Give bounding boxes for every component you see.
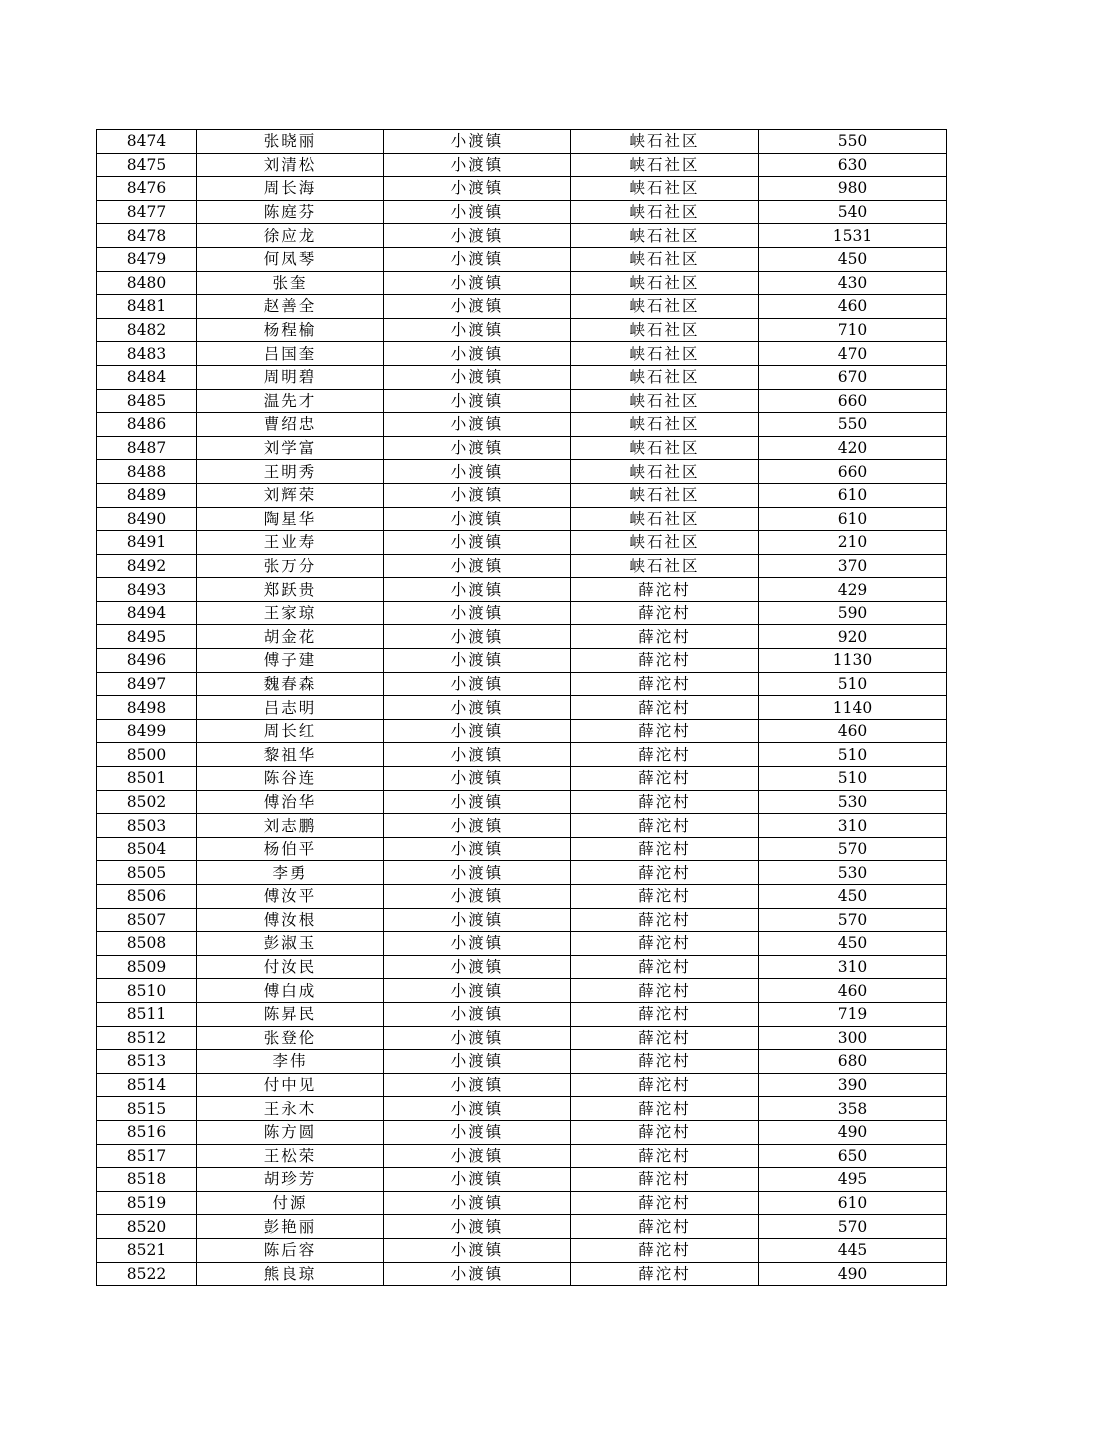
table-row [97,743,947,767]
village-cell: 薛沱村 [571,814,759,838]
village-cell: 峡石社区 [571,130,759,154]
name-cell: 陈后容 [197,1238,384,1262]
amount-cell: 1130 [759,649,947,673]
name-cell: 王松荣 [197,1144,384,1168]
table-row [97,908,947,932]
town-cell: 小渡镇 [384,1073,571,1097]
name-cell: 陶星华 [197,507,384,531]
town-cell: 小渡镇 [384,767,571,791]
amount-cell: 429 [759,578,947,602]
row-number-cell: 8499 [97,719,197,743]
village-cell: 薛沱村 [571,1262,759,1286]
table-row [97,578,947,602]
table-row [97,389,947,413]
table-row [97,271,947,295]
village-cell: 薛沱村 [571,979,759,1003]
town-cell: 小渡镇 [384,365,571,389]
row-number-cell: 8511 [97,1002,197,1026]
name-cell: 刘辉荣 [197,483,384,507]
name-cell: 李勇 [197,861,384,885]
row-number-cell: 8500 [97,743,197,767]
name-cell: 何凤琴 [197,247,384,271]
village-cell: 薛沱村 [571,719,759,743]
table-row [97,955,947,979]
row-number-cell: 8513 [97,1050,197,1074]
amount-cell: 490 [759,1262,947,1286]
amount-cell: 490 [759,1120,947,1144]
village-cell: 薛沱村 [571,767,759,791]
row-number-cell: 8498 [97,696,197,720]
row-number-cell: 8474 [97,130,197,154]
table-row [97,649,947,673]
amount-cell: 210 [759,531,947,555]
town-cell: 小渡镇 [384,719,571,743]
amount-cell: 310 [759,955,947,979]
village-cell: 峡石社区 [571,177,759,201]
village-cell: 峡石社区 [571,507,759,531]
village-cell: 峡石社区 [571,413,759,437]
row-number-cell: 8502 [97,790,197,814]
row-number-cell: 8520 [97,1215,197,1239]
amount-cell: 980 [759,177,947,201]
table-row [97,1215,947,1239]
row-number-cell: 8516 [97,1120,197,1144]
amount-cell: 570 [759,837,947,861]
row-number-cell: 8510 [97,979,197,1003]
table-row [97,837,947,861]
table-row [97,1191,947,1215]
name-cell: 陈方圆 [197,1120,384,1144]
amount-cell: 510 [759,767,947,791]
table-row [97,483,947,507]
row-number-cell: 8494 [97,601,197,625]
amount-cell: 590 [759,601,947,625]
village-cell: 薛沱村 [571,601,759,625]
row-number-cell: 8487 [97,436,197,460]
amount-cell: 530 [759,861,947,885]
table-row [97,1144,947,1168]
village-cell: 薛沱村 [571,672,759,696]
name-cell: 曹绍忠 [197,413,384,437]
amount-cell: 550 [759,130,947,154]
village-cell: 薛沱村 [571,955,759,979]
amount-cell: 1531 [759,224,947,248]
row-number-cell: 8491 [97,531,197,555]
name-cell: 刘清松 [197,153,384,177]
amount-cell: 460 [759,719,947,743]
village-cell: 薛沱村 [571,1168,759,1192]
name-cell: 陈谷连 [197,767,384,791]
village-cell: 薛沱村 [571,861,759,885]
row-number-cell: 8509 [97,955,197,979]
amount-cell: 650 [759,1144,947,1168]
town-cell: 小渡镇 [384,1002,571,1026]
village-cell: 薛沱村 [571,1026,759,1050]
amount-cell: 445 [759,1238,947,1262]
town-cell: 小渡镇 [384,814,571,838]
name-cell: 傅子建 [197,649,384,673]
amount-cell: 390 [759,1073,947,1097]
name-cell: 温先才 [197,389,384,413]
amount-cell: 660 [759,460,947,484]
amount-cell: 420 [759,436,947,460]
table-row [97,247,947,271]
town-cell: 小渡镇 [384,318,571,342]
village-cell: 峡石社区 [571,200,759,224]
table-row [97,1026,947,1050]
village-cell: 薛沱村 [571,1097,759,1121]
row-number-cell: 8479 [97,247,197,271]
town-cell: 小渡镇 [384,1262,571,1286]
village-cell: 峡石社区 [571,365,759,389]
village-cell: 峡石社区 [571,318,759,342]
town-cell: 小渡镇 [384,908,571,932]
name-cell: 付汝民 [197,955,384,979]
amount-cell: 530 [759,790,947,814]
name-cell: 傅汝根 [197,908,384,932]
table-row [97,554,947,578]
town-cell: 小渡镇 [384,271,571,295]
town-cell: 小渡镇 [384,153,571,177]
town-cell: 小渡镇 [384,413,571,437]
table-row [97,1168,947,1192]
name-cell: 张登伦 [197,1026,384,1050]
town-cell: 小渡镇 [384,672,571,696]
amount-cell: 610 [759,507,947,531]
amount-cell: 710 [759,318,947,342]
village-cell: 峡石社区 [571,247,759,271]
village-cell: 峡石社区 [571,342,759,366]
amount-cell: 358 [759,1097,947,1121]
amount-cell: 630 [759,153,947,177]
village-cell: 薛沱村 [571,649,759,673]
table-row [97,696,947,720]
name-cell: 胡金花 [197,625,384,649]
village-cell: 薛沱村 [571,1002,759,1026]
amount-cell: 310 [759,814,947,838]
town-cell: 小渡镇 [384,837,571,861]
name-cell: 张万分 [197,554,384,578]
town-cell: 小渡镇 [384,861,571,885]
roster-table-body [97,130,947,1286]
name-cell: 周长海 [197,177,384,201]
town-cell: 小渡镇 [384,554,571,578]
table-row [97,719,947,743]
village-cell: 峡石社区 [571,554,759,578]
table-row [97,436,947,460]
name-cell: 李伟 [197,1050,384,1074]
amount-cell: 470 [759,342,947,366]
name-cell: 彭淑玉 [197,932,384,956]
row-number-cell: 8489 [97,483,197,507]
row-number-cell: 8484 [97,365,197,389]
village-cell: 薛沱村 [571,932,759,956]
row-number-cell: 8476 [97,177,197,201]
town-cell: 小渡镇 [384,1120,571,1144]
row-number-cell: 8486 [97,413,197,437]
town-cell: 小渡镇 [384,460,571,484]
row-number-cell: 8497 [97,672,197,696]
row-number-cell: 8493 [97,578,197,602]
name-cell: 周长红 [197,719,384,743]
village-cell: 薛沱村 [571,1215,759,1239]
table-row [97,625,947,649]
row-number-cell: 8503 [97,814,197,838]
row-number-cell: 8490 [97,507,197,531]
amount-cell: 450 [759,885,947,909]
table-row [97,460,947,484]
amount-cell: 550 [759,413,947,437]
amount-cell: 370 [759,554,947,578]
table-row [97,932,947,956]
name-cell: 杨伯平 [197,837,384,861]
row-number-cell: 8475 [97,153,197,177]
town-cell: 小渡镇 [384,1215,571,1239]
row-number-cell: 8481 [97,295,197,319]
row-number-cell: 8512 [97,1026,197,1050]
name-cell: 付中见 [197,1073,384,1097]
amount-cell: 610 [759,1191,947,1215]
amount-cell: 920 [759,625,947,649]
row-number-cell: 8505 [97,861,197,885]
village-cell: 峡石社区 [571,389,759,413]
town-cell: 小渡镇 [384,885,571,909]
town-cell: 小渡镇 [384,389,571,413]
table-row [97,1238,947,1262]
village-cell: 薛沱村 [571,1238,759,1262]
village-cell: 峡石社区 [571,460,759,484]
town-cell: 小渡镇 [384,507,571,531]
row-number-cell: 8517 [97,1144,197,1168]
table-row [97,1262,947,1286]
village-cell: 薛沱村 [571,885,759,909]
name-cell: 刘学富 [197,436,384,460]
amount-cell: 1140 [759,696,947,720]
row-number-cell: 8519 [97,1191,197,1215]
name-cell: 傅汝平 [197,885,384,909]
name-cell: 彭艳丽 [197,1215,384,1239]
name-cell: 赵善全 [197,295,384,319]
town-cell: 小渡镇 [384,130,571,154]
row-number-cell: 8506 [97,885,197,909]
town-cell: 小渡镇 [384,1097,571,1121]
town-cell: 小渡镇 [384,1050,571,1074]
amount-cell: 510 [759,743,947,767]
village-cell: 薛沱村 [571,696,759,720]
roster-table [96,129,947,1286]
town-cell: 小渡镇 [384,295,571,319]
town-cell: 小渡镇 [384,601,571,625]
row-number-cell: 8480 [97,271,197,295]
row-number-cell: 8477 [97,200,197,224]
table-row [97,979,947,1003]
amount-cell: 430 [759,271,947,295]
village-cell: 峡石社区 [571,224,759,248]
row-number-cell: 8504 [97,837,197,861]
town-cell: 小渡镇 [384,979,571,1003]
name-cell: 胡珍芳 [197,1168,384,1192]
name-cell: 熊良琼 [197,1262,384,1286]
row-number-cell: 8482 [97,318,197,342]
table-row [97,672,947,696]
name-cell: 吕志明 [197,696,384,720]
table-row [97,365,947,389]
row-number-cell: 8507 [97,908,197,932]
town-cell: 小渡镇 [384,1191,571,1215]
village-cell: 峡石社区 [571,531,759,555]
town-cell: 小渡镇 [384,1238,571,1262]
row-number-cell: 8521 [97,1238,197,1262]
amount-cell: 450 [759,247,947,271]
village-cell: 薛沱村 [571,1050,759,1074]
village-cell: 薛沱村 [571,1191,759,1215]
name-cell: 杨程榆 [197,318,384,342]
town-cell: 小渡镇 [384,1168,571,1192]
village-cell: 薛沱村 [571,790,759,814]
town-cell: 小渡镇 [384,625,571,649]
town-cell: 小渡镇 [384,743,571,767]
amount-cell: 540 [759,200,947,224]
town-cell: 小渡镇 [384,200,571,224]
town-cell: 小渡镇 [384,578,571,602]
table-row [97,861,947,885]
name-cell: 周明碧 [197,365,384,389]
village-cell: 薛沱村 [571,578,759,602]
name-cell: 王家琼 [197,601,384,625]
village-cell: 薛沱村 [571,837,759,861]
table-row [97,767,947,791]
town-cell: 小渡镇 [384,1144,571,1168]
town-cell: 小渡镇 [384,483,571,507]
table-row [97,1120,947,1144]
village-cell: 薛沱村 [571,743,759,767]
row-number-cell: 8495 [97,625,197,649]
table-row [97,130,947,154]
village-cell: 薛沱村 [571,1120,759,1144]
table-row [97,413,947,437]
town-cell: 小渡镇 [384,436,571,460]
town-cell: 小渡镇 [384,531,571,555]
table-row [97,200,947,224]
name-cell: 张奎 [197,271,384,295]
village-cell: 峡石社区 [571,436,759,460]
amount-cell: 610 [759,483,947,507]
name-cell: 王业寿 [197,531,384,555]
name-cell: 陈庭芬 [197,200,384,224]
name-cell: 魏春森 [197,672,384,696]
table-row [97,507,947,531]
town-cell: 小渡镇 [384,649,571,673]
name-cell: 徐应龙 [197,224,384,248]
village-cell: 薛沱村 [571,1073,759,1097]
row-number-cell: 8485 [97,389,197,413]
village-cell: 薛沱村 [571,908,759,932]
name-cell: 付源 [197,1191,384,1215]
amount-cell: 660 [759,389,947,413]
row-number-cell: 8518 [97,1168,197,1192]
amount-cell: 680 [759,1050,947,1074]
village-cell: 峡石社区 [571,271,759,295]
village-cell: 峡石社区 [571,295,759,319]
town-cell: 小渡镇 [384,932,571,956]
table-row [97,1073,947,1097]
amount-cell: 495 [759,1168,947,1192]
town-cell: 小渡镇 [384,1026,571,1050]
amount-cell: 460 [759,295,947,319]
town-cell: 小渡镇 [384,177,571,201]
table-row [97,1050,947,1074]
name-cell: 郑跃贵 [197,578,384,602]
town-cell: 小渡镇 [384,790,571,814]
name-cell: 傅治华 [197,790,384,814]
town-cell: 小渡镇 [384,342,571,366]
row-number-cell: 8514 [97,1073,197,1097]
row-number-cell: 8483 [97,342,197,366]
row-number-cell: 8492 [97,554,197,578]
row-number-cell: 8501 [97,767,197,791]
row-number-cell: 8522 [97,1262,197,1286]
name-cell: 王永木 [197,1097,384,1121]
name-cell: 傅白成 [197,979,384,1003]
amount-cell: 300 [759,1026,947,1050]
table-row [97,601,947,625]
row-number-cell: 8478 [97,224,197,248]
village-cell: 峡石社区 [571,153,759,177]
table-row [97,1097,947,1121]
town-cell: 小渡镇 [384,696,571,720]
table-row [97,318,947,342]
town-cell: 小渡镇 [384,247,571,271]
amount-cell: 510 [759,672,947,696]
row-number-cell: 8515 [97,1097,197,1121]
row-number-cell: 8496 [97,649,197,673]
amount-cell: 570 [759,1215,947,1239]
name-cell: 张晓丽 [197,130,384,154]
table-row [97,1002,947,1026]
row-number-cell: 8508 [97,932,197,956]
amount-cell: 570 [759,908,947,932]
name-cell: 刘志鹏 [197,814,384,838]
table-row [97,885,947,909]
name-cell: 黎祖华 [197,743,384,767]
amount-cell: 670 [759,365,947,389]
name-cell: 吕国奎 [197,342,384,366]
village-cell: 薛沱村 [571,625,759,649]
town-cell: 小渡镇 [384,224,571,248]
amount-cell: 460 [759,979,947,1003]
town-cell: 小渡镇 [384,955,571,979]
table-row [97,342,947,366]
village-cell: 薛沱村 [571,1144,759,1168]
table-row [97,814,947,838]
village-cell: 峡石社区 [571,483,759,507]
table-row [97,295,947,319]
amount-cell: 450 [759,932,947,956]
table-row [97,224,947,248]
table-row [97,177,947,201]
amount-cell: 719 [759,1002,947,1026]
name-cell: 王明秀 [197,460,384,484]
row-number-cell: 8488 [97,460,197,484]
table-row [97,153,947,177]
table-row [97,531,947,555]
name-cell: 陈昇民 [197,1002,384,1026]
table-row [97,790,947,814]
